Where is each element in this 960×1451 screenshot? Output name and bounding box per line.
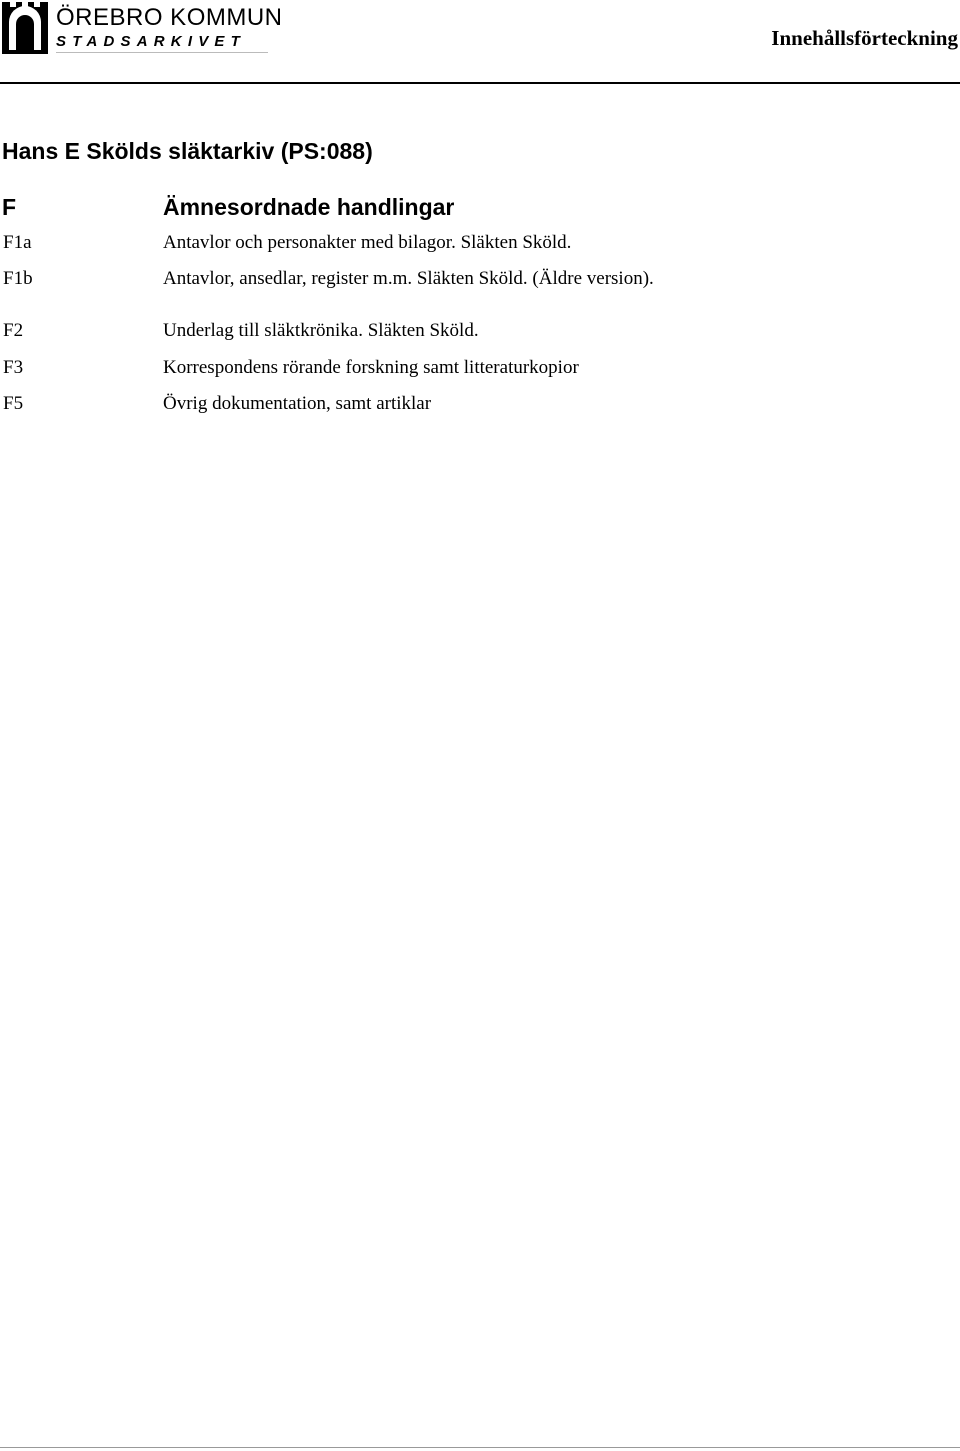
logo-divider	[56, 52, 268, 53]
castle-tower-icon	[2, 2, 48, 54]
entry-code: F5	[3, 393, 24, 414]
entry-text: Antavlor, ansedlar, register m.m. Släkten Sköld. (Äldre version).	[163, 268, 654, 289]
entry-code: F1b	[3, 268, 33, 289]
section-code: F	[2, 194, 17, 220]
header-title: Innehållsförteckning	[771, 26, 958, 50]
orebro-kommun-logo	[2, 2, 283, 54]
entry-code: F3	[3, 357, 24, 378]
entry-text: Övrig dokumentation, samt artiklar	[163, 393, 432, 414]
entry-text: Korrespondens rörande forskning samt litteraturkopior	[163, 357, 579, 378]
document-title: Hans E Skölds släktarkiv (PS:088)	[2, 138, 373, 164]
entry-text: Underlag till släktkrönika. Släkten Sköld.	[163, 320, 479, 341]
entry-code: F2	[3, 320, 24, 341]
entry-text: Antavlor och personakter med bilagor. Släkten Sköld.	[163, 232, 572, 253]
logo-name: ÖREBRO KOMMUN	[56, 4, 283, 31]
header-divider	[0, 82, 960, 84]
section-title: Ämnesordnade handlingar	[163, 194, 455, 220]
footer-divider	[0, 1447, 960, 1448]
logo-subtitle: STADSARKIVET	[56, 33, 246, 50]
entry-code: F1a	[3, 232, 32, 253]
